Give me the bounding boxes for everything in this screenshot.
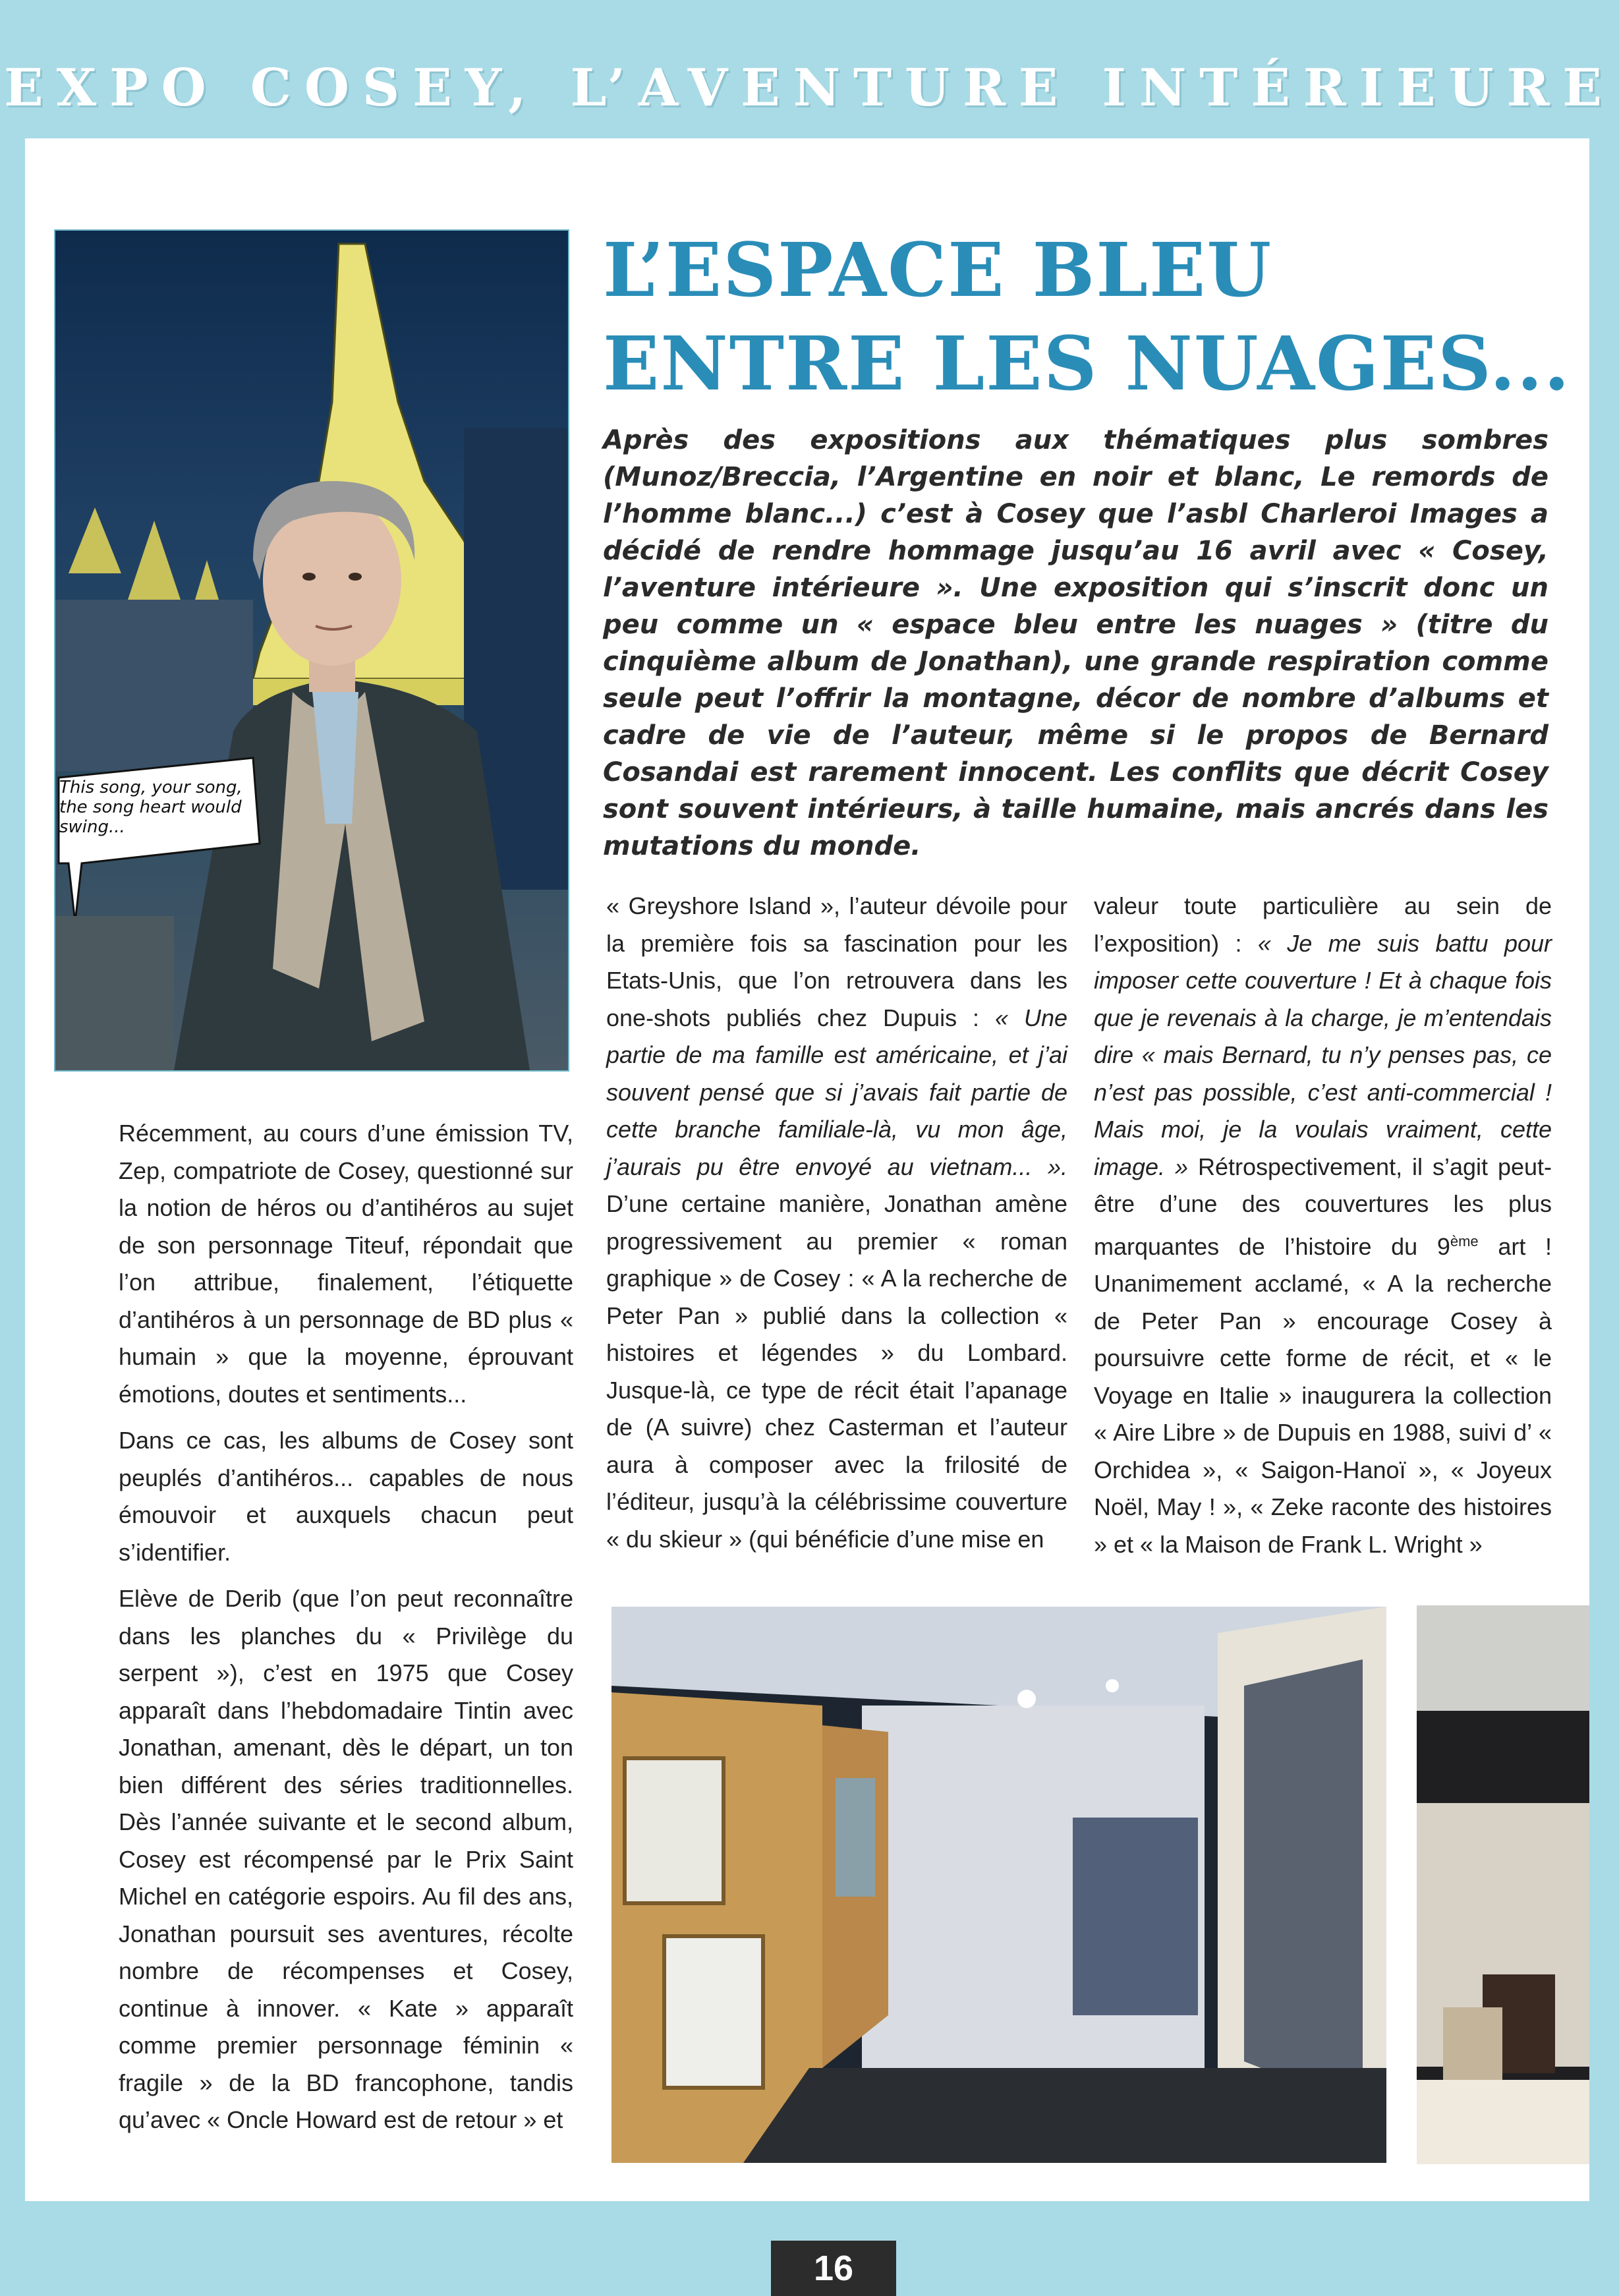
right-column (1094, 888, 1552, 1572)
framed-artwork-3 (836, 1778, 875, 1897)
exhibition-photo-main (610, 1605, 1388, 2164)
spire-left-1 (69, 507, 121, 573)
headline-line-1: L’ESPACE BLEU (603, 227, 1273, 314)
article-intro: Après des expositions aux thématiques plus sombres (Munoz/Breccia, l’Argentine en noir et blanc, Le remords de l’homme blanc...) c’est à Cosey que l’asbl Charleroi Images a décidé de rendre hommage jusqu’au 16 avril avec « Cosey, l’aventure intérieure ». Une exposition qui s’inscrit donc un peu comme un « espace bleu entre les nuages » (titre du cinquième album de Jonathan), une grande respiration comme seule peut l’offrir la montagne, décor de nombre d’albums et cadre de vie de l’auteur, même si le propos de Bernard Cosandai est rarement innocent. Les conflits que décrit Cosey sont souvent intérieurs, à taille humaine, mais ancrés dans les mutations du monde. (603, 425, 1548, 861)
floor (743, 2068, 1386, 2163)
left-paragraph-2: Dans ce cas, les albums de Cosey sont peuplés d’antihéros... capables de nous émouvoir et auxquels chacun peut s’identifier. (119, 1427, 573, 1566)
ordinal-superscript: ème (1450, 1232, 1479, 1249)
exhibition-photo-detail (1417, 1605, 1589, 2164)
spire-left-2 (128, 521, 181, 600)
left-column (119, 1115, 573, 2148)
left-paragraph-3: Elève de Derib (que l’on peut reconnaître dans les planches du « Privilège du serpent »), c’est en 1975 que Cosey apparaît dans l’hebdomadaire Tintin avec Jonathan, amenant, dès le départ, un ton bien différent des séries traditionnelles. Dès l’année suivante et le second album, Cosey est récompensé par le Prix Saint Michel en catégorie espoirs. Au fil des ans, Jonathan poursuit ses aventures, récolte nombre de récompenses et Cosey, continue à innover. « Kate » apparaît comme premier personnage féminin « fragile » de la BD francophone, tandis qu’avec « Oncle Howard est de retour » et (119, 1585, 573, 2133)
left-paragraph-1: Récemment, au cours d’une émission TV, Zep, compatriote de Cosey, questionné sur la notion de héros ou d’antihéros au sujet de son personnage Titeuf, répondait que l’on attribue, finalement, l’étiquette d’antihéros à un personnage de BD plus « humain » que la moyenne, éprouvant émotions, doutes et sentiments... (119, 1120, 573, 1408)
middle-column (606, 888, 1067, 1567)
right-paragraph (1094, 888, 1552, 1563)
temple-base-left (55, 600, 253, 771)
display-plinth (1417, 2080, 1589, 2164)
comic-panel-bottom (55, 916, 174, 1070)
display-object-2 (1443, 2007, 1502, 2080)
middle-paragraph (606, 888, 1067, 1558)
right-text-2: Rétrospectivement, il s’agit peut-être d’une des couvertures les plus marquantes de l’histoire du 9 (1094, 1153, 1552, 1260)
exhibition-detail-illustration (1417, 1605, 1589, 2164)
left-eye (302, 573, 316, 581)
right-eye (349, 573, 362, 581)
speech-bubble-text: This song, your song, the song heart would swing... (59, 778, 242, 837)
detail-ceiling (1417, 1605, 1589, 1711)
right-quote: « Je me suis battu pour imposer cette couverture ! Et à chaque fois que je revenais à la charge, je m’entendais dire « mais Bernard, tu n’y penses pas, ce n’est pas possible, c’est anti-commercial ! Mais moi, je la voulais vraiment, cette image. » (1094, 929, 1552, 1180)
middle-text-2: D’une certaine manière, Jonathan amène progressivement au premier « roman graphique » de Cosey : « A la recherche de Peter Pan » publié dans la collection « histoires et légendes » du Lombard. Jusque-là, ce type de récit était l’apanage de (A suivre) chez Casterman et l’auteur aura à composer avec la frilosité de l’éditeur, jusqu’à la célébrissime couverture « du skieur » (qui bénéficie d’une mise en (606, 1190, 1067, 1553)
large-comic-panel (1073, 1818, 1198, 2015)
right-border-bar (1589, 138, 1619, 2201)
ceiling-light-2 (1106, 1679, 1119, 1692)
portrait-photo (54, 229, 569, 1072)
portrait-illustration (55, 231, 568, 1070)
middle-quote: « Une partie de ma famille est américaine, et j’ai souvent pensé que si j’avais fait partie de cette branche familiale-là, vu mon âge, j’aurais pu être envoyé au vietnam... ». (606, 1004, 1067, 1180)
section-title: EXPO COSEY, L’AVENTURE INTÉRIEURE (4, 58, 1615, 118)
framed-artwork-1 (625, 1758, 724, 1903)
framed-artwork-2 (664, 1936, 763, 2088)
ceiling-light-1 (1017, 1690, 1036, 1708)
middle-text-1: « Greyshore Island », l’auteur dévoile pour la première fois sa fascination pour les Etats-Unis, que l’on retrouvera dans les one-shots publiés chez Dupuis : (606, 892, 1067, 1031)
headline-line-2: ENTRE LES NUAGES... (603, 321, 1571, 407)
page-number: 16 (771, 2241, 896, 2296)
right-text-3: art ! Unanimement acclamé, « A la recherche de Peter Pan » encourage Cosey à poursuivre cette forme de récit, et « le Voyage en Italie » inaugurera la collection « Aire Libre » de Dupuis en 1988, suivi d’ « Orchidea », « Saigon-Hanoï », « Joyeux Noël, May ! », « Zeke raconte des histoires » et « la Maison de Frank L. Wright » (1094, 1232, 1552, 1558)
article-headline (603, 224, 1572, 411)
exhibition-hall-illustration (611, 1607, 1386, 2163)
right-text-1: valeur toute particulière au sein de l’exposition) : (1094, 892, 1552, 957)
tall-comic-panel (1244, 1659, 1363, 2108)
left-border-bar (0, 138, 25, 2201)
